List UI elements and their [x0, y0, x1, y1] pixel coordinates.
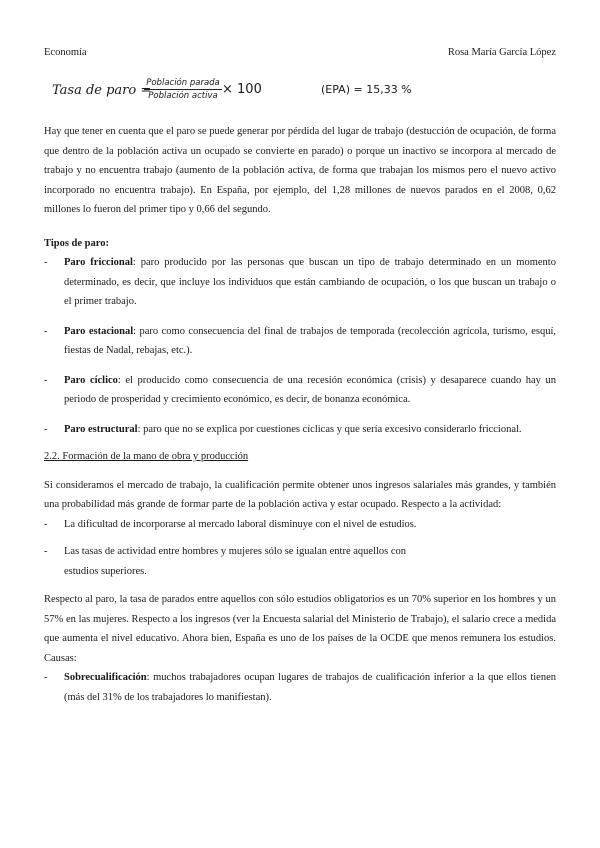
formula-numerator: Población parada	[144, 78, 222, 90]
bullet-dash: -	[44, 257, 48, 268]
term: Paro cíclico	[64, 374, 118, 386]
header-subject: Economía	[44, 47, 87, 58]
formula-denominator: Población activa	[148, 91, 218, 101]
section-paragraph: Si consideramos el mercado de trabajo, la cualificación permite obtener unos ingresos salariales más grandes, y también una probabilidad más grande de formar parte de la población activa y estar ocupado. Respecto a la actividad:	[44, 479, 556, 510]
causes-list	[44, 668, 556, 707]
definition: : paro que no se explica por cuestiones cíclicas y que sería excesivo considerarlo friccional.	[137, 423, 522, 435]
document-body	[44, 122, 556, 707]
item-text-continued: estudios superiores.	[64, 565, 147, 577]
types-list	[44, 253, 556, 439]
bullet-dash: -	[44, 672, 48, 683]
types-heading: Tipos de paro:	[44, 237, 109, 249]
list-item	[44, 253, 556, 312]
item-text: Las tasas de actividad entre hombres y mujeres sólo se igualan entre aquellos con	[64, 546, 407, 557]
list-item	[44, 322, 556, 361]
paro-paragraph: Respecto al paro, la tasa de parados entre aquellos con sólo estudios obligatorios es un 70% superior en los hombres y un 57% en las mujeres. Respecto a los ingresos (ver la Encuesta salarial del Ministerio de Trabajo), el salario crece a medida que aumenta el nivel educativo. Ahora bien, España es uno de los países de la OCDE que menos remunera los estudios. Causas:	[44, 594, 556, 664]
section-title: 2.2. Formación de la mano de obra y producción	[44, 451, 249, 462]
bullet-dash: -	[44, 374, 48, 386]
bullet-dash: -	[44, 518, 48, 530]
list-item	[44, 542, 556, 581]
definition: : paro como consecuencia del final de trabajos de temporada (recolección agrícola, turismo, esquí, fiestas de Nadal, rebajas, etc.).	[64, 325, 556, 356]
intro-paragraph: Hay que tener en cuenta que el paro se puede generar por pérdida del lugar de trabajo (destucción de ocupación, de forma que dentro de la población activa un ocupado se convierte en parado) o porque un inactivo se incorpora al mercado de trabajo y no encuentra trabajo (aumento de la población activa, de forma que trabajan los mismos pero el nuevo activo incorporado no encuentra trabajo). En España, por ejemplo, del 1,28 millones de nuevos parados en el 2008, 0,62 millones lo fueron del primer tipo y 0,66 del segundo.	[44, 126, 556, 215]
formula-epa-value: (EPA) = 15,33 %	[321, 83, 412, 96]
term: Paro friccional	[64, 257, 133, 268]
definition: : paro producido por las personas que buscan un tipo de trabajo determinado en un momento determinado, es decir, que incluye los individuos que están cambiando de ocupación, o los que buscan un trabajo o el primer trabajo.	[64, 257, 556, 307]
header-author: Rosa María García López	[447, 47, 556, 58]
term: Paro estacional	[64, 325, 134, 337]
activity-list	[44, 515, 556, 582]
formula-fraction	[144, 78, 222, 101]
bullet-dash: -	[44, 423, 48, 435]
formula-multiplier: × 100	[222, 82, 262, 97]
list-item	[44, 668, 556, 707]
formula-lhs: Tasa de paro =	[52, 83, 152, 98]
item-text: La dificultad de incorporarse al mercado laboral disminuye con el nivel de estudios.	[64, 518, 417, 530]
bullet-dash: -	[44, 546, 48, 557]
list-item	[44, 371, 556, 410]
list-item	[44, 515, 556, 535]
unemployment-rate-formula	[52, 78, 552, 108]
term: Sobrecualificación	[64, 672, 147, 683]
bullet-dash: -	[44, 325, 48, 337]
definition: : muchos trabajadores ocupan lugares de trabajos de cualificación inferior a la que ellos tienen (más del 31% de los trabajadores lo manifiestan).	[64, 672, 556, 703]
definition: : el producido como consecuencia de una recesión económica (crisis) y desaparece cuando hay un periodo de prosperidad y crecimiento económico, es decir, de bonanza económica.	[64, 374, 556, 405]
list-item	[44, 420, 556, 440]
term: Paro estructural	[64, 423, 138, 435]
